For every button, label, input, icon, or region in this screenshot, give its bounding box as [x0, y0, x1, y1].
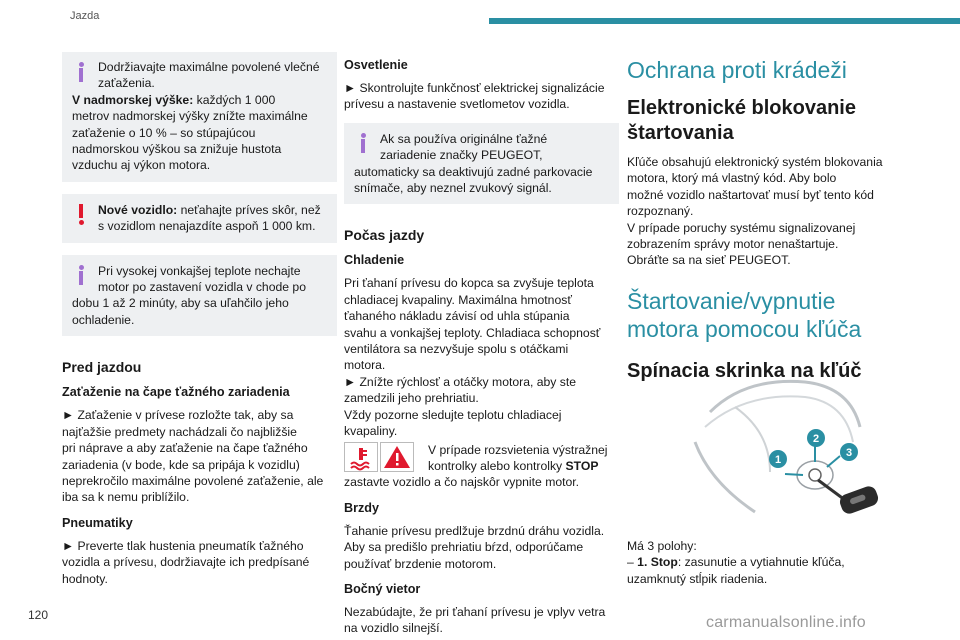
heading-brakes: Brzdy: [344, 500, 379, 515]
heading-while-driving: Počas jazdy: [344, 227, 425, 244]
note-line: zaťaženie o 10 % – so stúpajúcou: [72, 125, 256, 140]
note-parking-sensors: [344, 123, 619, 205]
coolant-temperature-icon: [344, 442, 378, 472]
heading-start-stop-key: Štartovanie/vypnutie motora pomocou kľúča: [627, 287, 862, 342]
heading-cooling: Chladenie: [344, 253, 405, 268]
paragraph-tyres: ► Preverte tlak hustenia pneumatík ťažného vozidla a prívesu, dodržiavajte ich predpísané hodnoty.: [62, 538, 310, 586]
note-line: automaticky sa deaktivujú zadné parkovacie: [354, 164, 593, 179]
note-line: snímače, aby neznel zvukový signál.: [354, 181, 552, 196]
note-max-loads: [62, 52, 337, 182]
note-high-temperature: [62, 255, 337, 337]
callout-1: [769, 450, 787, 468]
header-section: Jazda: [70, 10, 100, 22]
heading-immobiliser: Elektronické blokovanie štartovania: [627, 97, 856, 144]
column-1: [62, 52, 337, 587]
watermark: carmanualsonline.info: [706, 614, 866, 631]
note-line: s vozidlom nenajazdíte aspoň 1 000 km.: [98, 219, 316, 234]
heading-lighting: Osvetlenie: [344, 58, 408, 72]
svg-text:1: 1: [774, 454, 782, 466]
paragraph-cooling: Pri ťahaní prívesu do kopca sa zvyšuje teplota chladiacej kvapaliny. Maximálna hmotnosť ťahaného nákladu závisí od uhla stúpania svahu a vonkajšej teploty. Chladiaca schopnosť ventilátora sa nezvyšuje spolu s otáčkami motora. ► Znížte rýchlosť a otáčky motora, aby ste zamedzili jeho prehriatiu. Vždy pozorne sledujte teplotu chladiacej kvapaliny.: [344, 276, 601, 439]
note-line: metrov nadmorskej výšky znížte maximálne: [72, 109, 308, 124]
paragraph-brakes: Ťahanie prívesu predlžuje brzdnú dráhu vozidla. Aby sa predišlo prehriatiu bŕzd, odporúčame používať brzdenie motorom.: [344, 523, 605, 571]
heading-anti-theft: Ochrana proti krádeži: [627, 57, 847, 83]
column-3: [627, 56, 907, 384]
note-line: zaťaženia.: [98, 76, 155, 91]
info-icon: [74, 62, 88, 82]
warning-triangle-icon: [380, 442, 414, 472]
header-accent-bar: [489, 18, 960, 24]
callout-3: [840, 443, 858, 461]
heading-crosswind: Bočný vietor: [344, 581, 421, 596]
note-line: Dodržiavajte maximálne povolené vlečné: [98, 60, 320, 74]
paragraph-crosswind: Nezabúdajte, že pri ťahaní prívesu je vplyv vetra na vozidlo silnejší.: [344, 604, 606, 636]
warning-icon: [74, 204, 88, 224]
page-number: 120: [28, 608, 49, 622]
note-line: nadmorskou výškou sa znižuje hustota: [72, 142, 282, 157]
heading-ignition-switch: Spínacia skrinka na kľúč: [627, 359, 862, 382]
note-line: Nové vozidlo: neťahajte príves skôr, než: [98, 202, 321, 217]
paragraph-positions: Má 3 polohy: – 1. Stop: zasunutie a vytiahnutie kľúča, uzamknutý stĺpik riadenia.: [627, 539, 845, 586]
svg-text:3: 3: [845, 447, 853, 459]
paragraph-load: ► Zaťaženie v prívese rozložte tak, aby sa najťažšie predmety nachádzali čo najbližšie pri náprave a aby zaťaženie na čape ťažného zariadenia (v bode, kde sa pripája k vozidlu) neprekročilo maximálne povolené zaťaženie, ale iba sa k nemu priblížilo.: [62, 408, 324, 505]
svg-text:2: 2: [812, 433, 820, 445]
note-line: zariadenie značky PEUGEOT,: [380, 148, 543, 163]
heading-towbar-load: Zaťaženie na čape ťažného zariadenia: [62, 385, 290, 400]
paragraph-lighting: ► Skontrolujte funkčnosť elektrickej signalizácie prívesu a nastavenie svetlometov vozidla.: [344, 81, 605, 112]
note-new-vehicle: [62, 194, 337, 243]
note-line: V nadmorskej výške: každých 1 000: [72, 92, 276, 107]
note-line: dobu 1 až 2 minúty, aby sa uľahčilo jeho: [72, 296, 289, 311]
ignition-illustration: [675, 372, 885, 522]
column-2: [344, 57, 619, 637]
info-icon: [356, 133, 370, 153]
paragraph-immobiliser: Kľúče obsahujú elektronický systém blokovania motora, ktorý má vlastný kód. Aby bolo možné vozidlo naštartovať musí byť tento kód rozpoznaný. V prípade poruchy systému signalizovanej zobrazením správy motor nenaštartuje. Obráťte sa na sieť PEUGEOT.: [627, 155, 883, 268]
note-line: Pri vysokej vonkajšej teplote nechajte: [98, 263, 301, 278]
note-line: vzduchu aj výkon motora.: [72, 158, 211, 173]
warning-lamp-paragraph: V prípade rozsvietenia výstražnej kontrolky alebo kontrolky STOP zastavte vozidlo a čo najskôr vypnite motor.: [344, 442, 608, 490]
heading-before-driving: Pred jazdou: [62, 359, 142, 376]
info-icon: [74, 265, 88, 285]
note-line: Ak sa používa originálne ťažné: [380, 131, 548, 146]
callout-2: [807, 429, 825, 447]
note-line: ochladenie.: [72, 312, 135, 327]
note-line: motor po zastavení vozidla v chode po: [98, 280, 306, 295]
heading-tyres: Pneumatiky: [62, 515, 133, 530]
